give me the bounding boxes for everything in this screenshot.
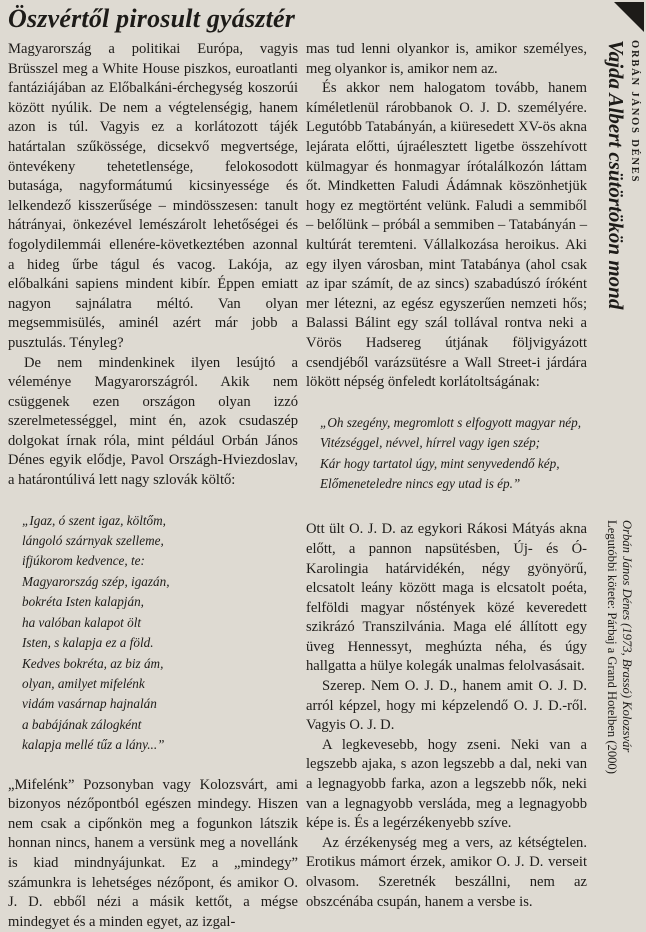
paragraph: Ott ült O. J. D. az egykori Rákosi Mátyás akna előtt, a pannon napsütésben, Új- és Ó-Karolingia határvidékén, négy gyönyörű, elcsatolt leány között maga is elcsatolt poéta, felföldi magyar nőstények közé keveredett szikrázó Transzilvánia. Maga elé állított egy üveg Hennessyt, meghúzta néha, és úgy hallgatta a hülye kolegák unalmas felolvasásait. bbox=[306, 521, 587, 675]
article-column-right bbox=[306, 40, 587, 912]
poem-line: Kedves bokréta, az biz ám, bbox=[22, 655, 164, 671]
poem-quote bbox=[320, 413, 587, 495]
poem-line: Kár hogy tartatol úgy, mint senyvedendő kép, bbox=[320, 455, 560, 471]
bio-line: Orbán János Dénes (1973, Brassó) Kolozsvár bbox=[620, 520, 634, 753]
poem-line: vidám vasárnap hajnalán bbox=[22, 696, 157, 712]
poem-line: Isten, s kalapja ez a föld. bbox=[22, 635, 154, 651]
corner-triangle-icon bbox=[612, 0, 646, 34]
poem-line: ifjúkorom kedvence, te: bbox=[22, 553, 145, 569]
paragraph: Szerep. Nem O. J. D., hanem amit O. J. D. arról képzel, hogy mi képzelendő O. J. D.-ről. Vagyis O. J. D. bbox=[306, 678, 587, 734]
poem-line: ha valóban kalapot ölt bbox=[22, 614, 142, 630]
poem-line: lángoló szárnyak szelleme, bbox=[22, 533, 164, 549]
poem-line: Előmeneteledre nincs egy utad is ép.” bbox=[320, 475, 521, 491]
article-title: Öszvértől pirosult gyásztér bbox=[8, 4, 296, 33]
paragraph: A legkevesebb, hogy zseni. Neki van a legszebb ajaka, s azon legszebb a dal, neki van a legnagyobb farka, azon a legszebb nők, neki van a legnagyobb versláda, meg a legnagyobb képe is. És a legérzékenyebb szíve. bbox=[306, 736, 587, 832]
sidebar-author-name: ORBÁN JÁNOS DÉNES bbox=[629, 40, 640, 184]
poem-line: bokréta Isten kalapján, bbox=[22, 594, 144, 610]
poem-line: olyan, amilyet mifelénk bbox=[22, 675, 145, 691]
paragraph: „Mifelénk” Pozsonyban vagy Kolozsvárt, ami bizonyos nézőpontból egészen mindegy. Hiszen nem csak a cipőnkön meg a fogunkon látszik honnan nincs, hanem a versünk meg a novellánk is kiad mindnyájunkat. Ez a „mindegy” számunkra is lehetséges nézőpont, és amikor O. J. D. ebből nézi a másik kettőt, a mégse mindegyet és a minden egyet, az izgal- bbox=[8, 776, 298, 930]
poem-line: kalapja mellé tűz a lány...” bbox=[22, 737, 165, 753]
poem-quote bbox=[22, 511, 298, 756]
poem-line: Magyarország szép, igazán, bbox=[22, 573, 170, 589]
sidebar-rubric-title: Vajda Albert csütörtökön mond bbox=[604, 40, 628, 310]
paragraph: És akkor nem halogatom tovább, hanem kíméletlenül rárobbanok O. J. D. személyére. Legutóbb Tatabányán, a kiüresedett XV-ös akna lejárata előtti, újraélesztett ligetbe összehívott külmagyar és honmagyar írótalálkozón láttam őt. Mindketten Faludi Ádámnak köszönhetjük hogy ez megtörtént velünk. Faludi a semmiből – belőlünk – próbál a semmiben – Tatabányán – kultúrát teremteni. Vállalkozása heroikus. Aki egy ilyen városban, mint Tatabánya (ahol csak az ipar számít, de az sincs) szabadúszó íróként mer létezni, az egész egyszerűen nemzeti hős; Balassi Bálint egy szál tollával rontva neki a Vörös Hadsereg útjának följvigyázott csendjéből varázsütésre a Wall Street-i járdára lökött népség önfeledt korlátoltságának: bbox=[306, 80, 587, 391]
poem-line: a babájának zálogként bbox=[22, 716, 142, 732]
poem-line: Vitézséggel, névvel, hírrel vagy igen szép; bbox=[320, 435, 541, 451]
article-column-left bbox=[8, 40, 298, 932]
poem-line: „Igaz, ó szent igaz, költőm, bbox=[22, 512, 166, 528]
paragraph: Magyarország a politikai Európa, vagyis Brüsszel meg a White House piszkos, euroatlanti fantáziájában az Előbalkáni-érchegység koszorúi között nyúlik. De nem a végtelenségig, hanem azon is túl. Vagyis ez a korlátozott tájék határtalan szűkössége, dicsekvő megvertsége, öntevékeny tehetetlensége, felokosodott butasága, nagyformátumú kicsinyessége és lelkendező kisszerűsége – mindösszesen: tanult hátrányai, önkezével lemészárolt lehetőségei és fogolydilemmái ellenére-következtében azonnal a hideg űrbe tágul és vacog. Lakója, az előbalkáni sapiens mindent kibír. Éppen emiatt nagyon sajnálatra méltó. Van olyan megsemmisülés, aminél azért már jobb a pusztulás. Tényleg? bbox=[8, 41, 298, 351]
paragraph: mas tud lenni olyankor is, amikor személyes, meg olyankor is, amikor nem az. bbox=[306, 41, 587, 77]
bio-line: Legutóbbi kötete: Párbaj a Grand Hotelben (2000) bbox=[605, 520, 619, 774]
sidebar-author-bio bbox=[604, 520, 634, 774]
paragraph: Az érzékenység meg a vers, az kétségtelen. Erotikus mámort érzek, amikor O. J. D. verseit olvasom. Szeretnék beszállni, nem az obszcénába csupán, hanem a versbe is. bbox=[306, 834, 587, 910]
poem-line: „Oh szegény, megromlott s elfogyott magyar nép, bbox=[320, 414, 582, 430]
paragraph: De nem mindenkinek ilyen lesújtó a véleménye Magyarországról. Akik nem csüggenek ezen országon olyan izzó szerelmetességgel, mint én, azok csudaszép dolgokat írnak róla, mint például Orbán János Dénes egyik elődje, Pavol Országh-Hviezdoslav, a határontúlivá lett nagy szlovák költő: bbox=[8, 354, 298, 489]
